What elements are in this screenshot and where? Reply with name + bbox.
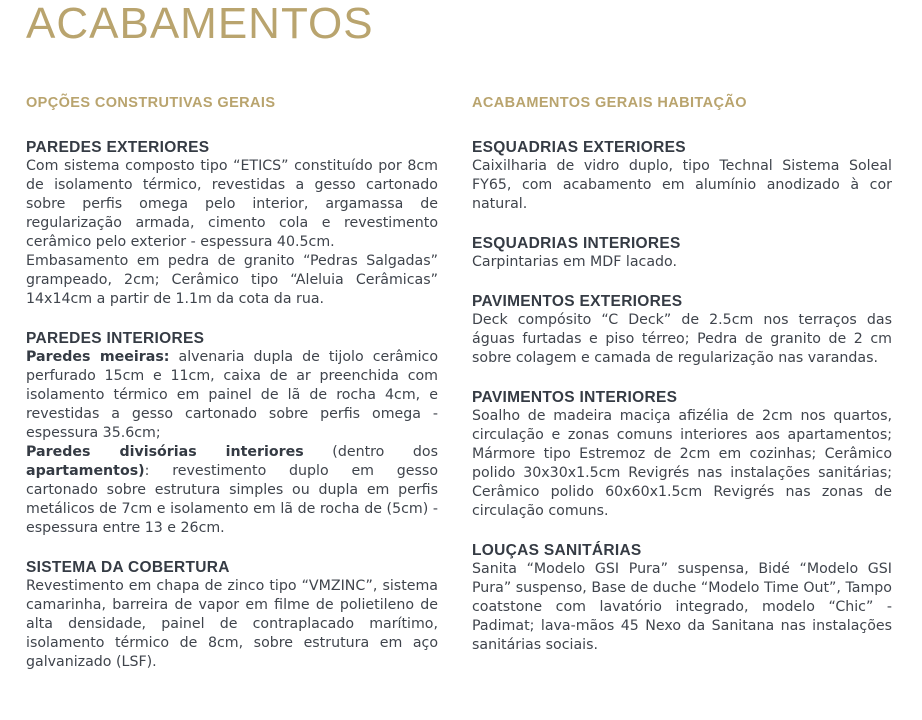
section-title: SISTEMA DA COBERTURA bbox=[26, 559, 230, 576]
section-title: PAVIMENTOS INTERIORES bbox=[472, 389, 678, 406]
paragraph bbox=[26, 348, 438, 443]
section-title: ESQUADRIAS INTERIORES bbox=[472, 235, 681, 252]
left-column bbox=[26, 94, 438, 692]
right-column bbox=[472, 94, 892, 675]
section-paredes-exteriores bbox=[26, 138, 438, 309]
divisorias-mid: (dentro dos bbox=[303, 444, 438, 460]
paragraph: Revestimento em chapa de zinco tipo “VMZINC”, sistema camarinha, barreira de vapor em filme de polietileno de alta densidade, painel de contraplacado marítimo, isolamento térmico de 8cm, sobre estrutura em aço galvanizado (LSF). bbox=[26, 578, 438, 670]
paragraph: Caixilharia de vidro duplo, tipo Technal Sistema Soleal FY65, com acabamento em alumínio anodizado à cor natural. bbox=[472, 158, 892, 212]
divisorias-label-2: apartamentos) bbox=[26, 463, 145, 479]
paragraph: Com sistema composto tipo “ETICS” constituído por 8cm de isolamento térmico, revestidas a gesso cartonado sobre perfis omega pelo interior, argamassa de regularização armada, cimento cola e revestimento cerâmico pelo exterior - espessura 40.5cm. bbox=[26, 158, 438, 250]
divisorias-text: : revestimento duplo em gesso cartonado sobre estrutura simples ou dupla em perfis metálicos de 7cm e isolamento em lã de rocha de (5cm) - espessura entre 13 e 26cm. bbox=[26, 463, 438, 536]
paragraph: Deck compósito “C Deck” de 2.5cm nos terraços das águas furtadas e piso térreo; Pedra de granito de 2 cm sobre colagem e camada de regularização nas varandas. bbox=[472, 312, 892, 366]
meeiras-label: Paredes meeiras: bbox=[26, 349, 170, 365]
right-column-heading: ACABAMENTOS GERAIS HABITAÇÃO bbox=[472, 95, 747, 111]
section-title: PAREDES INTERIORES bbox=[26, 330, 205, 347]
paragraph: Carpintarias em MDF lacado. bbox=[472, 254, 677, 270]
section-title: LOUÇAS SANITÁRIAS bbox=[472, 542, 642, 559]
section-cobertura bbox=[26, 558, 438, 672]
section-pavimentos-exteriores bbox=[472, 292, 892, 368]
paragraph bbox=[26, 443, 438, 538]
section-title: PAREDES EXTERIORES bbox=[26, 139, 210, 156]
left-column-heading: OPÇÕES CONSTRUTIVAS GERAIS bbox=[26, 95, 276, 111]
paragraph: Soalho de madeira maciça afizélia de 2cm nos quartos, circulação e zonas comuns interiores aos apartamentos; Mármore tipo Estremoz de 2cm em cozinhas; Cerâmico polido 30x30x1.5cm Revigrés nas instalações sanitárias; Cerâmico polido 60x60x1.5cm Revigrés nas zonas de circulação comuns. bbox=[472, 408, 892, 519]
paragraph: Sanita “Modelo GSI Pura” suspensa, Bidé “Modelo GSI Pura” suspenso, Base de duche “Modelo Time Out”, Tampo coatstone com lavatório integrado, modelo “Chic” - Padimat; lava-mãos 45 Nexo da Sanitana nas instalações sanitárias sociais. bbox=[472, 561, 892, 653]
section-paredes-interiores bbox=[26, 329, 438, 538]
meeiras-text: alvenaria dupla de tijolo cerâmico perfurado 15cm e 11cm, caixa de ar preenchida com isolamento térmico em painel de lã de rocha 4cm, e revestidas a gesso cartonado sobre perfis omega - espessura 35.6cm; bbox=[26, 349, 438, 441]
paragraph: Embasamento em pedra de granito “Pedras Salgadas” grampeado, 2cm; Cerâmico tipo “Aleluia Cerâmicas” 14x14cm a partir de 1.1m da cota da rua. bbox=[26, 253, 438, 307]
divisorias-label: Paredes divisórias interiores bbox=[26, 444, 304, 460]
section-title: PAVIMENTOS EXTERIORES bbox=[472, 293, 683, 310]
section-title: ESQUADRIAS EXTERIORES bbox=[472, 139, 686, 156]
section-esquadrias-interiores bbox=[472, 234, 892, 272]
section-loucas-sanitarias bbox=[472, 541, 892, 655]
section-esquadrias-exteriores bbox=[472, 138, 892, 214]
page-title: ACABAMENTOS bbox=[26, 0, 374, 48]
section-pavimentos-interiores bbox=[472, 388, 892, 521]
